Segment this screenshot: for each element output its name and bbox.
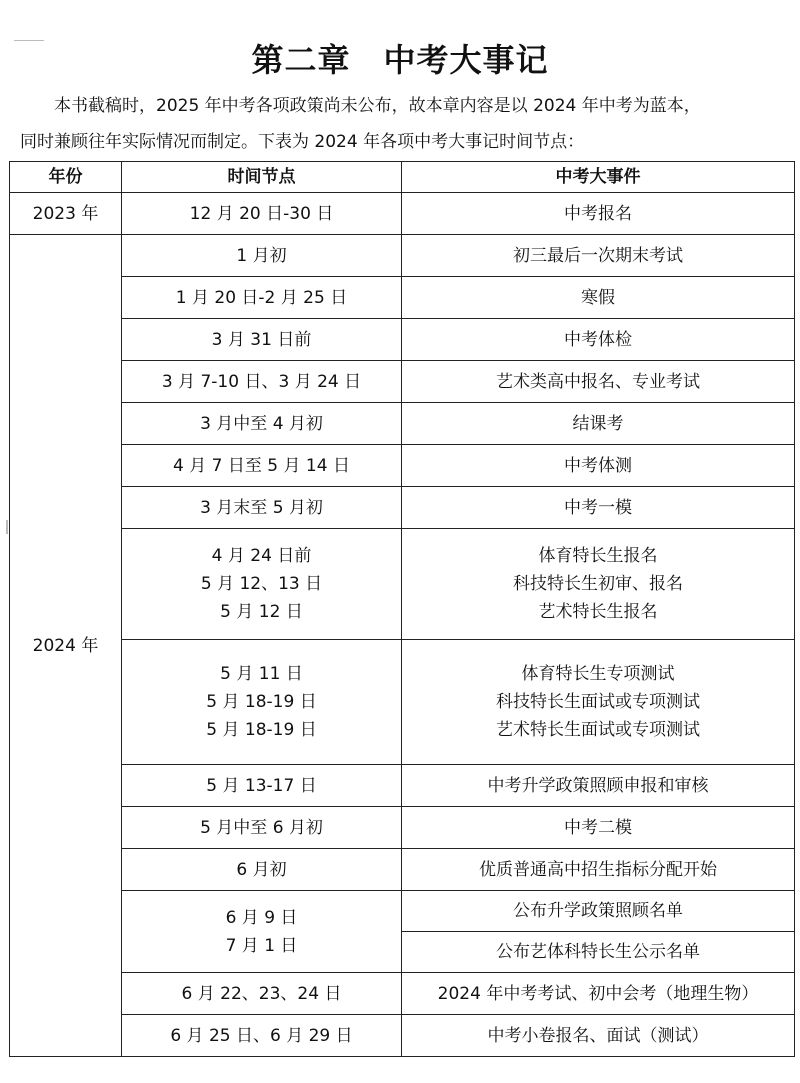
- time-line: 5 月 18-19 日: [206, 692, 317, 712]
- header-year: 年份: [10, 162, 122, 193]
- events-table: [9, 161, 795, 1057]
- time-cell: 6 月 25 日、6 月 29 日: [122, 1015, 402, 1057]
- time-line: 4 月 24 日前: [211, 546, 312, 566]
- time-line: 6 月 9 日: [225, 907, 298, 928]
- event-cell: 中考小卷报名、面试（测试）: [402, 1015, 795, 1057]
- table-row: [10, 361, 795, 403]
- event-line: 艺术特长生面试或专项测试: [496, 720, 700, 740]
- table-row: [10, 445, 795, 487]
- time-cell: 5 月 13-17 日: [122, 765, 402, 807]
- time-cell: [122, 891, 402, 973]
- event-line: 科技特长生面试或专项测试: [496, 692, 700, 712]
- intro-line-2: 同时兼顾往年实际情况而制定。下表为 2024 年各项中考大事记时间节点：: [20, 132, 585, 152]
- time-cell: 6 月 22、23、24 日: [122, 973, 402, 1015]
- table-row: [10, 529, 795, 640]
- table-row: [10, 891, 795, 932]
- time-cell: [122, 640, 402, 765]
- intro-paragraph: [20, 88, 790, 160]
- event-cell: [402, 640, 795, 765]
- table-row: [10, 319, 795, 361]
- time-line: 5 月 11 日: [220, 664, 303, 684]
- event-cell: 中考体检: [402, 319, 795, 361]
- time-cell: 1 月 20 日-2 月 25 日: [122, 277, 402, 319]
- event-cell: 公布艺体科特长生公示名单: [402, 932, 795, 973]
- time-cell: [122, 529, 402, 640]
- table-row: [10, 235, 795, 277]
- intro-line-1: 本书截稿时，2025 年中考各项政策尚未公布，故本章内容是以 2024 年中考为蓝本，: [54, 96, 701, 116]
- event-cell: 中考二模: [402, 807, 795, 849]
- event-cell: 结课考: [402, 403, 795, 445]
- year-cell: 2023 年: [10, 193, 122, 235]
- event-cell: [402, 529, 795, 640]
- header-event: 中考大事件: [402, 162, 795, 193]
- time-cell: 3 月末至 5 月初: [122, 487, 402, 529]
- time-cell: 12 月 20 日-30 日: [122, 193, 402, 235]
- time-cell: 4 月 7 日至 5 月 14 日: [122, 445, 402, 487]
- time-line: 5 月 18-19 日: [206, 720, 317, 740]
- time-cell: 3 月中至 4 月初: [122, 403, 402, 445]
- event-line: 艺术特长生报名: [538, 602, 658, 622]
- event-line: 体育特长生报名: [538, 546, 658, 566]
- event-cell: 中考升学政策照顾申报和审核: [402, 765, 795, 807]
- event-cell: 2024 年中考考试、初中会考（地理生物）: [402, 973, 795, 1015]
- table-row: [10, 193, 795, 235]
- event-cell: 艺术类高中报名、专业考试: [402, 361, 795, 403]
- table-row: [10, 403, 795, 445]
- table-row: [10, 973, 795, 1015]
- table-row: [10, 849, 795, 891]
- table-row: [10, 807, 795, 849]
- event-cell: 优质普通高中招生指标分配开始: [402, 849, 795, 891]
- time-cell: 3 月 7-10 日、3 月 24 日: [122, 361, 402, 403]
- event-cell: 中考体测: [402, 445, 795, 487]
- time-line: 7 月 1 日: [225, 935, 298, 956]
- event-cell: 中考报名: [402, 193, 795, 235]
- time-cell: 3 月 31 日前: [122, 319, 402, 361]
- page-title: 第二章 中考大事记: [251, 41, 549, 80]
- event-cell: 公布升学政策照顾名单: [402, 891, 795, 932]
- event-cell: 中考一模: [402, 487, 795, 529]
- scan-mark: [6, 520, 8, 534]
- table-row: [10, 487, 795, 529]
- event-line: 体育特长生专项测试: [521, 664, 675, 684]
- table-header-row: [10, 162, 795, 193]
- time-cell: 1 月初: [122, 235, 402, 277]
- time-line: 5 月 12 日: [220, 602, 303, 622]
- table-row: [10, 277, 795, 319]
- event-cell: 初三最后一次期末考试: [402, 235, 795, 277]
- table-row: [10, 1015, 795, 1057]
- time-cell: 6 月初: [122, 849, 402, 891]
- table-row: [10, 765, 795, 807]
- year-cell: 2024 年: [10, 235, 122, 1057]
- event-line: 科技特长生初审、报名: [513, 574, 683, 594]
- header-time: 时间节点: [122, 162, 402, 193]
- event-cell: 寒假: [402, 277, 795, 319]
- time-cell: 5 月中至 6 月初: [122, 807, 402, 849]
- time-line: 5 月 12、13 日: [200, 574, 323, 594]
- table-row: [10, 640, 795, 765]
